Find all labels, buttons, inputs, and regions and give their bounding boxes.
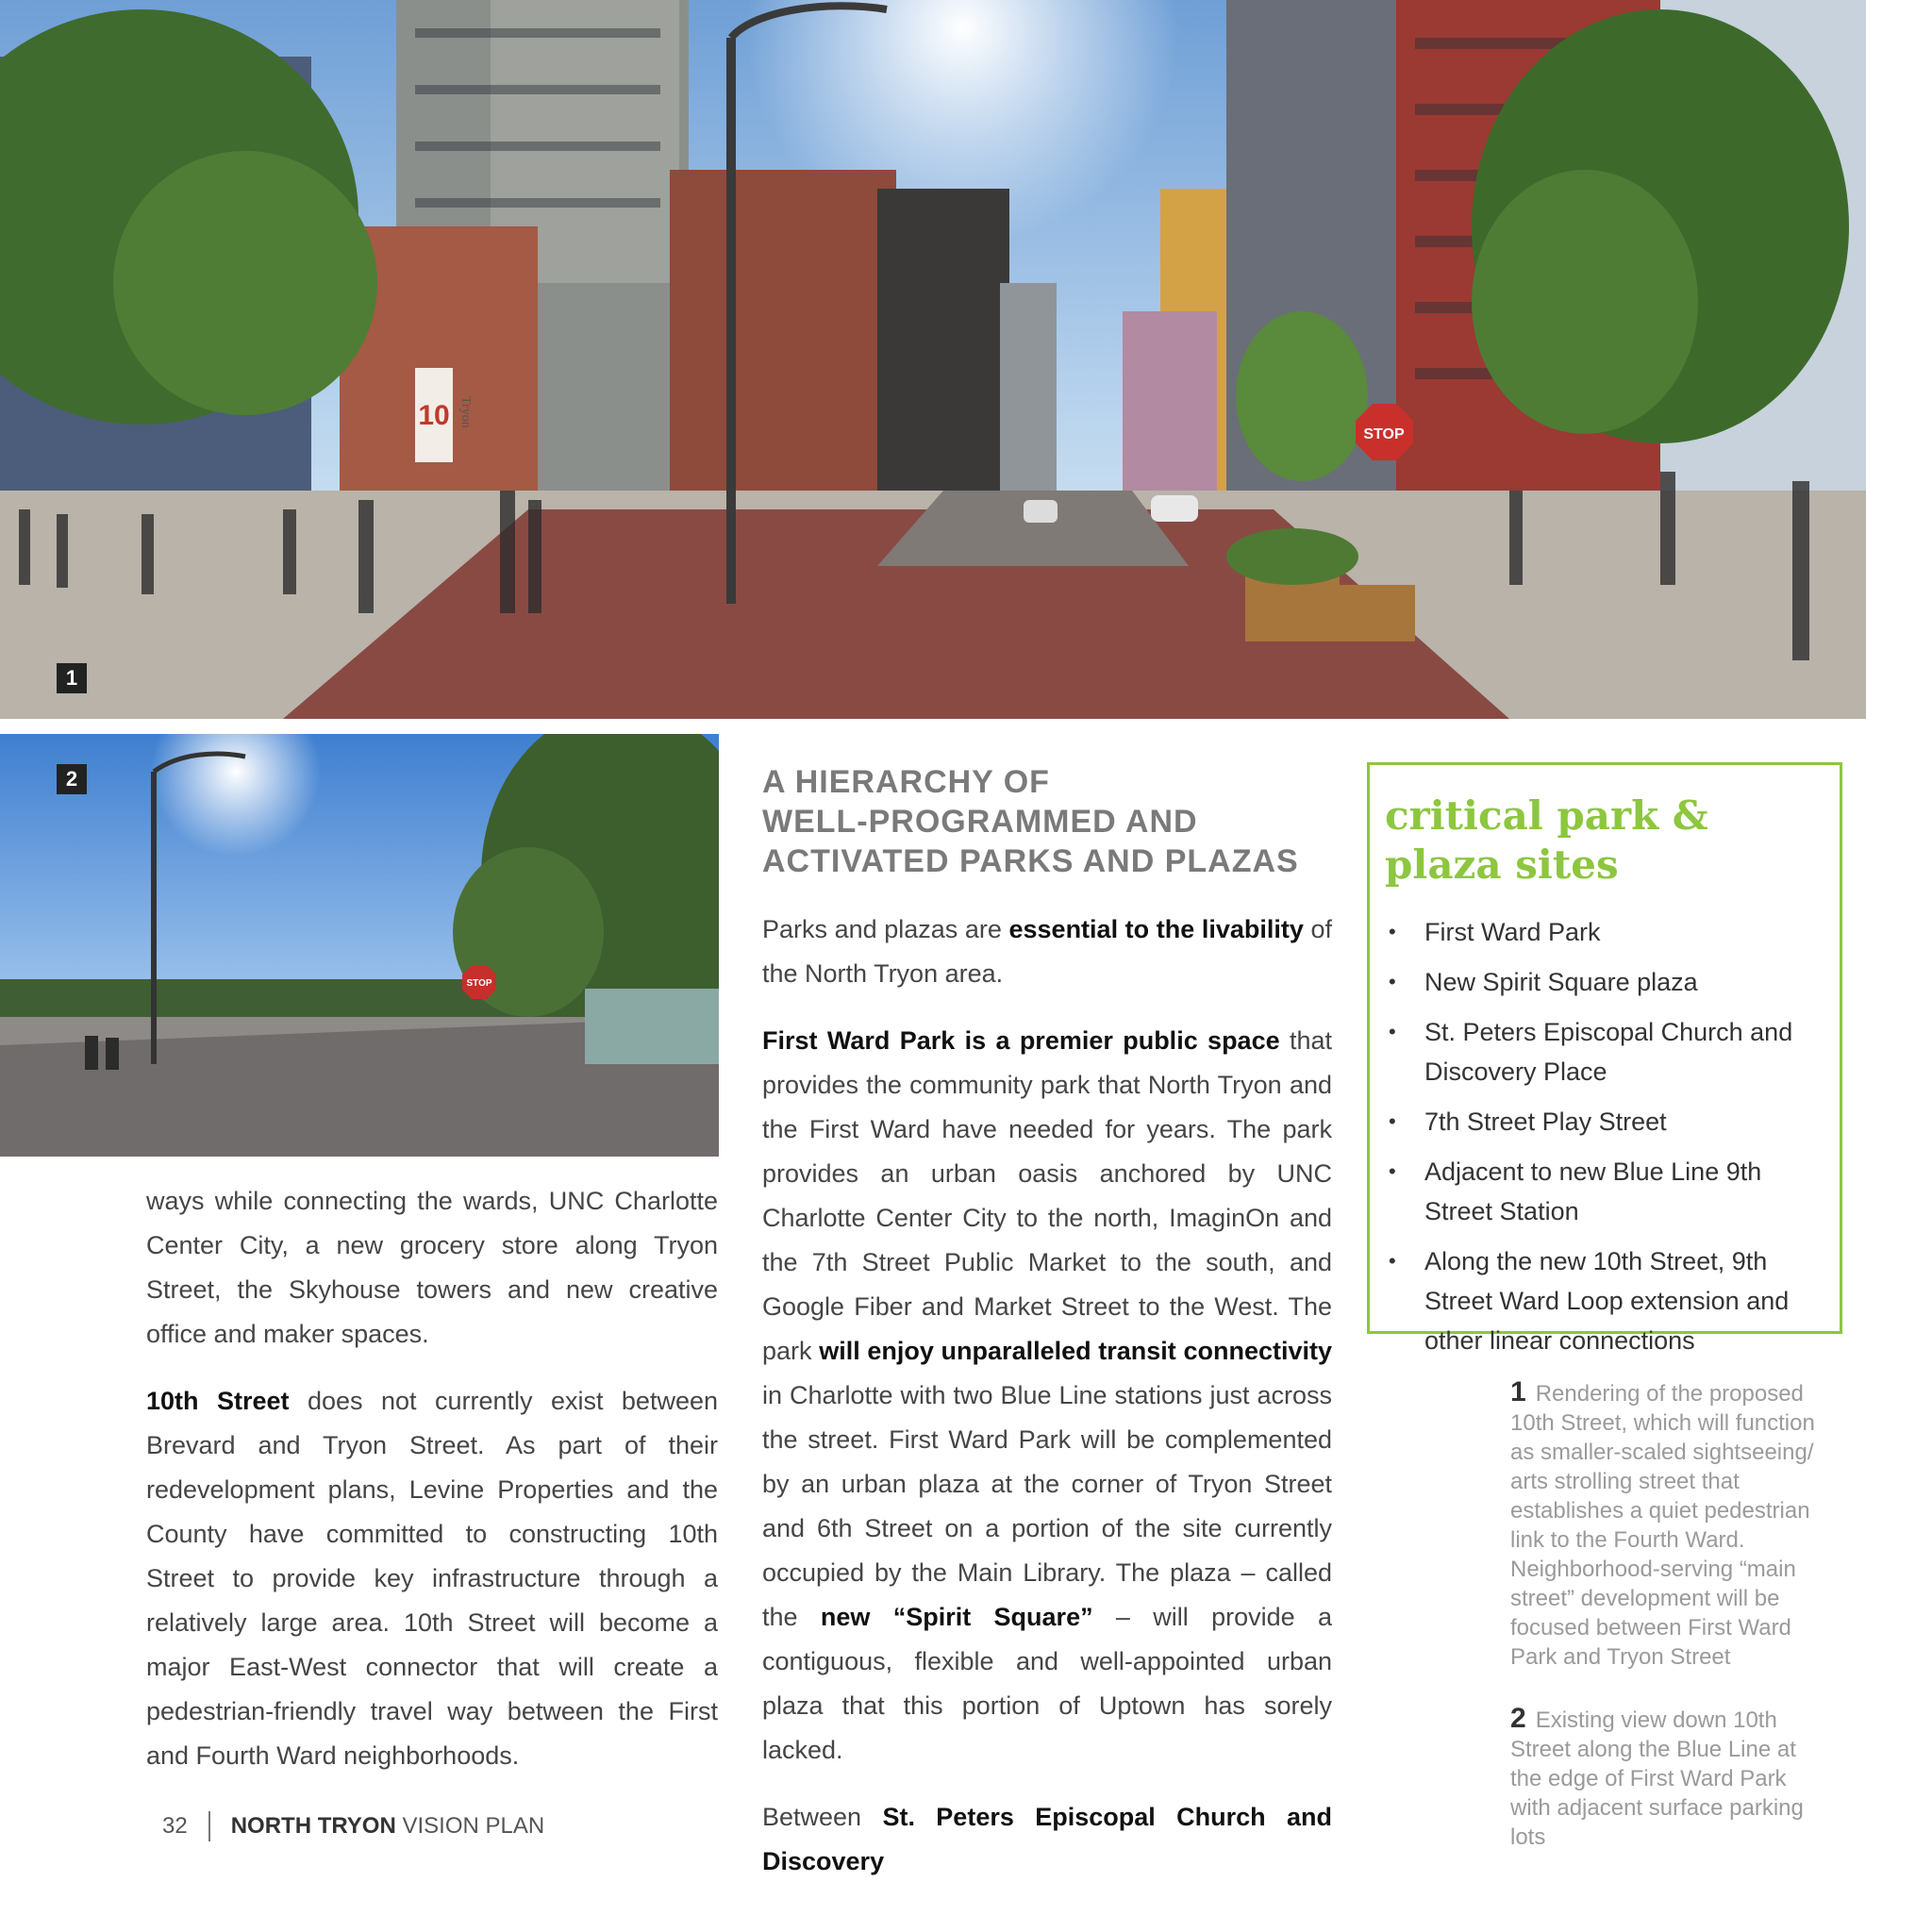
mid-paragraph-2 [762, 1019, 1332, 1773]
mid-p2-bold3: new “Spirit Square” [820, 1603, 1093, 1631]
left-paragraph-2-text: does not currently exist between Brevard and Tryon Street. As part of their redevelopment plans, Levine Properties and the County have committed to constructing 10th Street to provide key infrastructure through a relatively large area. 10th Street will become a major East-West connector that will create a pedestrian-friendly travel way between the First and Fourth Ward neighborhoods. [146, 1387, 718, 1770]
mid-paragraph-3 [762, 1795, 1332, 1884]
mid-p1-bold: essential to the livability [1008, 915, 1304, 943]
photo-1-badge: 1 [57, 663, 87, 693]
heading-line-2: WELL-PROGRAMMED AND [762, 804, 1198, 840]
bullet-icon: • [1389, 1020, 1396, 1043]
stop-sign-text-2: STOP [466, 978, 492, 989]
heading-line-1: A HIERARCHY OF [762, 764, 1050, 800]
stop-sign-text: STOP [1363, 426, 1405, 442]
mid-paragraph-1 [762, 908, 1332, 996]
list-item-text: New Spirit Square plaza [1424, 968, 1698, 996]
bullet-icon: • [1389, 1159, 1396, 1183]
list-item [1385, 962, 1821, 1002]
caption-2 [1510, 1704, 1822, 1852]
existing-view-image [0, 734, 719, 1157]
section-heading [762, 762, 1332, 881]
page-number: 32 [162, 1813, 188, 1839]
bullet-icon: • [1389, 970, 1396, 993]
caption-1-text: Rendering of the proposed 10th Street, which will function as smaller-scaled sightseeing/ arts strolling street that establishes a quiet pedestrian link to the Fourth Ward. Neighborhood-serving “main street” development will be focused between First Ward Park and Tryon Street [1510, 1381, 1815, 1670]
critical-sites-list [1385, 912, 1821, 1360]
heading-line-3: ACTIVATED PARKS AND PLAZAS [762, 843, 1299, 879]
list-item-text: First Ward Park [1424, 918, 1601, 946]
footer-title-rest: VISION PLAN [395, 1813, 545, 1839]
mid-p3-a: Between [762, 1803, 883, 1831]
list-item-text: St. Peters Episcopal Church and Discovery Place [1424, 1018, 1793, 1086]
mid-p2-bold1: First Ward Park is a premier public space [762, 1026, 1280, 1055]
left-column [146, 1179, 718, 1801]
banner-text: 10 [418, 400, 450, 431]
mid-p1-a: Parks and plazas are [762, 915, 1009, 943]
caption-2-text: Existing view down 10th Street along the Blue Line at the edge of First Ward Park with adjacent surface parking lots [1510, 1707, 1804, 1850]
list-item [1385, 1241, 1821, 1360]
list-item-text: Adjacent to new Blue Line 9th Street Station [1424, 1158, 1762, 1225]
mid-p2-c: – will provide a contiguous, flexible and well-appointed urban plaza that this portion of Uptown has sorely lacked. [762, 1603, 1332, 1764]
photo-2-badge: 2 [57, 764, 87, 794]
critical-sites-title: critical park & plaza sites [1385, 792, 1708, 888]
list-item-text: 7th Street Play Street [1424, 1108, 1667, 1136]
middle-column [762, 762, 1332, 1907]
list-item [1385, 912, 1821, 952]
list-item [1385, 1012, 1821, 1091]
list-item [1385, 1152, 1821, 1231]
left-paragraph-1: ways while connecting the wards, UNC Charlotte Center City, a new grocery store along Tryon Street, the Skyhouse towers and new creative office and maker spaces. [146, 1187, 718, 1348]
list-item [1385, 1102, 1821, 1141]
mid-p1-b: of the North Tryon area. [762, 915, 1332, 988]
bullet-icon: • [1389, 920, 1396, 943]
footer-title-bold: NORTH TRYON [230, 1813, 396, 1839]
critical-sites-box [1367, 762, 1842, 1355]
caption-1 [1510, 1377, 1822, 1672]
bullet-icon: • [1389, 1249, 1396, 1273]
mid-p2-b: in Charlotte with two Blue Line stations just across the street. First Ward Park will be complemented by an urban plaza at the corner of Tryon Street and 6th Street on a portion of the site currently occupied by the Main Library. The plaza – called the [762, 1381, 1332, 1631]
list-item-text: Along the new 10th Street, 9th Street Ward Loop extension and other linear connections [1424, 1247, 1790, 1355]
caption-1-number: 1 [1510, 1376, 1526, 1407]
left-paragraph-2 [146, 1379, 718, 1778]
mid-p2-bold2: will enjoy unparalleled transit connectivity [819, 1337, 1333, 1365]
rendering-illustration [0, 0, 1866, 719]
rendering-image [0, 0, 1866, 719]
page-footer [162, 1809, 544, 1843]
mid-p2-a: that provides the community park that North Tryon and the First Ward have needed for years. The park provides an urban oasis anchored by UNC Charlotte Center City to the north, ImaginOn and the 7th Street Public Market to the south, and Google Fiber and Market Street to the West. The park [762, 1026, 1332, 1365]
existing-view-illustration [0, 734, 719, 1157]
caption-2-number: 2 [1510, 1703, 1526, 1734]
bullet-icon: • [1389, 1109, 1396, 1133]
mid-p3-bold: St. Peters Episcopal Church and Discovery [762, 1803, 1332, 1875]
banner-word: Tryon [458, 396, 473, 428]
tenth-street-bold: 10th Street [146, 1387, 290, 1415]
footer-divider [208, 1811, 210, 1841]
